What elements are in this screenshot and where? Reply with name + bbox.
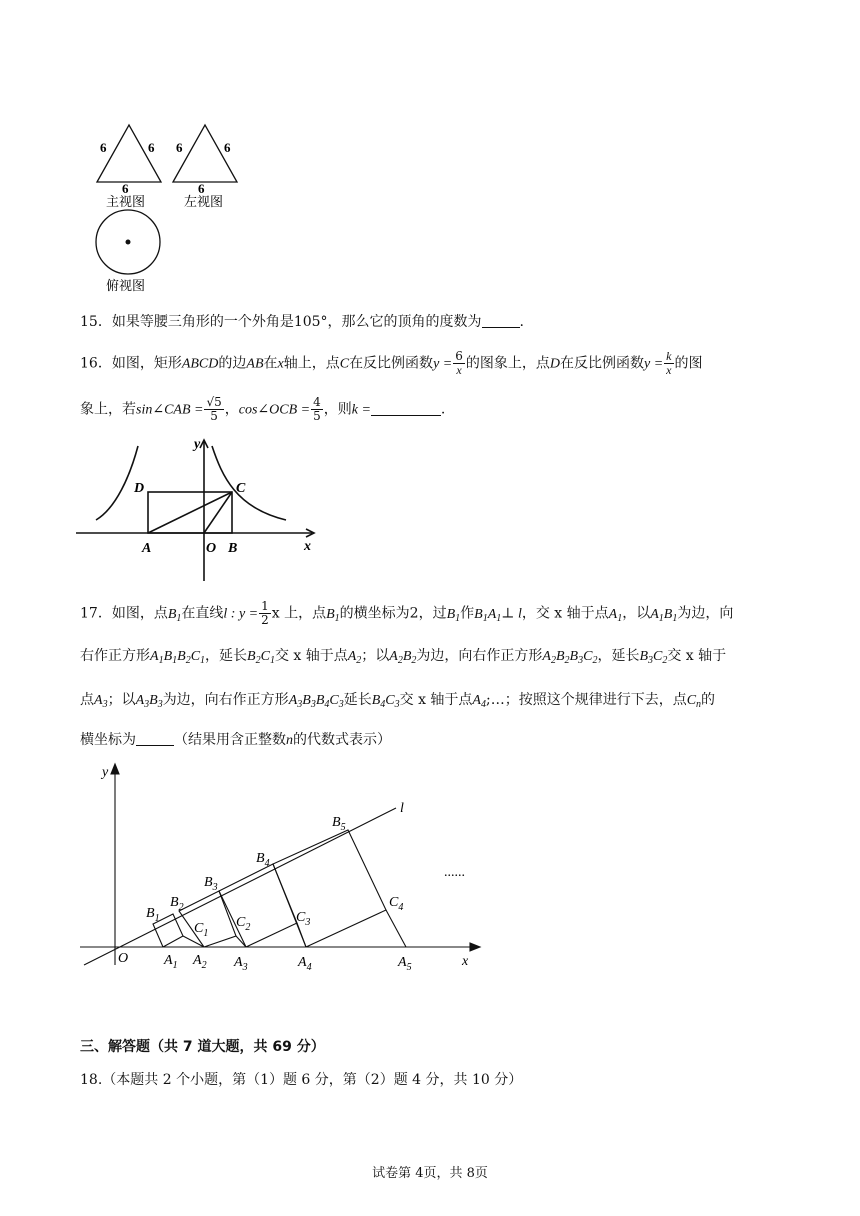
question-17-line3: 点$A_3$；以$A_3B_3$为边，向右作正方形$A_3B_3B_4C_3$延长$B_4C_3$交 x 轴于点$A_4;\dots$；按照这个规律进行下去，点$C_n$的	[80, 692, 716, 710]
segment-AC	[148, 492, 232, 533]
extend-B5C4	[386, 910, 406, 947]
label-B3: $B_3$	[204, 875, 218, 893]
left-view-label: 左视图	[184, 194, 224, 209]
label-C: C	[236, 481, 246, 496]
fraction-sqrt5-over-5: $\frac{√5}{5}$	[206, 395, 222, 423]
label-dots: ......	[444, 865, 465, 880]
fraction-1-over-2: $\frac{1}{2}$	[261, 599, 269, 627]
label-C1: $C_1$	[194, 921, 209, 939]
fraction-4-over-5: $\frac{4}{5}$	[313, 395, 321, 423]
answer-blank-15	[482, 313, 520, 328]
question-15: 15．如果等腰三角形的一个外角是105°，那么它的顶角的度数为 .	[80, 314, 524, 330]
label-C2: $C_2$	[236, 915, 251, 933]
label-C4: $C_4$	[389, 895, 404, 913]
label-x: x	[462, 954, 469, 969]
figure-16	[76, 436, 326, 586]
label-C3: $C_3$	[296, 910, 311, 928]
figure-17	[76, 760, 486, 975]
label-B5: $B_5$	[332, 815, 346, 833]
left-left-side: 6	[176, 140, 183, 155]
section-3-heading: 三、解答题（共 7 道大题，共 69 分）	[80, 1039, 325, 1055]
answer-blank-16	[371, 401, 441, 416]
page-footer: 试卷第 4页，共 8页	[372, 1166, 488, 1181]
question-16-line1: 16．如图，矩形ABCD的边AB在x轴上，点C在反比例函数y = $\frac{6}{x}$ 的图象上，点D在反比例函数y = $\frac{k}{x}$ 的图	[80, 349, 703, 377]
left-base: 6	[198, 181, 205, 196]
label-A3: $A_3$	[234, 955, 248, 973]
label-O: O	[118, 951, 129, 966]
label-A4: $A_4$	[298, 955, 312, 973]
label-A1: $A_1$	[164, 953, 178, 971]
label-y: y	[194, 437, 201, 452]
answer-blank-17	[136, 731, 174, 746]
hyperbola-left	[96, 446, 138, 520]
top-view-label: 俯视图	[106, 278, 146, 293]
question-17-line4: 横坐标为 （结果用含正整数n的代数式表示）	[80, 732, 391, 748]
label-A5: $A_5$	[398, 955, 412, 973]
label-O: O	[206, 541, 217, 556]
front-right-side: 6	[148, 140, 155, 155]
fraction-k-over-x: $\frac{k}{x}$	[666, 349, 672, 377]
label-B2: $B_2$	[170, 895, 184, 913]
label-B: B	[228, 541, 238, 556]
label-l: l	[400, 801, 404, 816]
label-A: A	[142, 541, 152, 556]
top-view-center-dot	[126, 240, 131, 245]
front-left-side: 6	[100, 140, 107, 155]
question-16-line2: 象上，若sin∠CAB = $\frac{√5}{5}$ ，cos∠OCB = $\frac{4}{5}$ ，则k = .	[80, 395, 446, 423]
front-base: 6	[122, 181, 129, 196]
label-B4: $B_4$	[256, 851, 270, 869]
left-right-side: 6	[224, 140, 231, 155]
fraction-6-over-x: $\frac{6}{x}$	[455, 349, 463, 377]
square-4	[273, 830, 386, 947]
label-y: y	[102, 765, 109, 780]
label-D: D	[134, 481, 145, 496]
y-axis-arrow	[111, 764, 119, 774]
label-A2: $A_2$	[193, 953, 207, 971]
question-17-line2: 右作正方形$A_1B_1B_2C_1$，延长$B_2C_1$交 x 轴于点$A_2$；以$A_2B_2$为边，向右作正方形$A_2B_2B_3C_2$，延长$B_3C_2$交 x 轴于	[80, 648, 727, 666]
hyperbola-right	[212, 446, 286, 520]
label-B1: $B_1$	[146, 906, 160, 924]
label-x: x	[304, 539, 311, 554]
three-view-figure	[88, 118, 258, 298]
front-view-label: 主视图	[106, 194, 146, 209]
question-18: 18.（本题共 2 个小题，第（1）题 6 分，第（2）题 4 分，共 10 分）	[80, 1072, 523, 1088]
question-17-line1: 17．如图，点$B_1$在直线l : y = $\frac{1}{2}$ x 上，点$B_1$的横坐标为2，过$B_1$作$B_1A_1\perp$ l，交 x 轴于点$A_1$，以$A_1B_1$为边，向	[80, 599, 734, 627]
x-axis-arrow	[470, 943, 480, 951]
square-3	[219, 864, 297, 947]
